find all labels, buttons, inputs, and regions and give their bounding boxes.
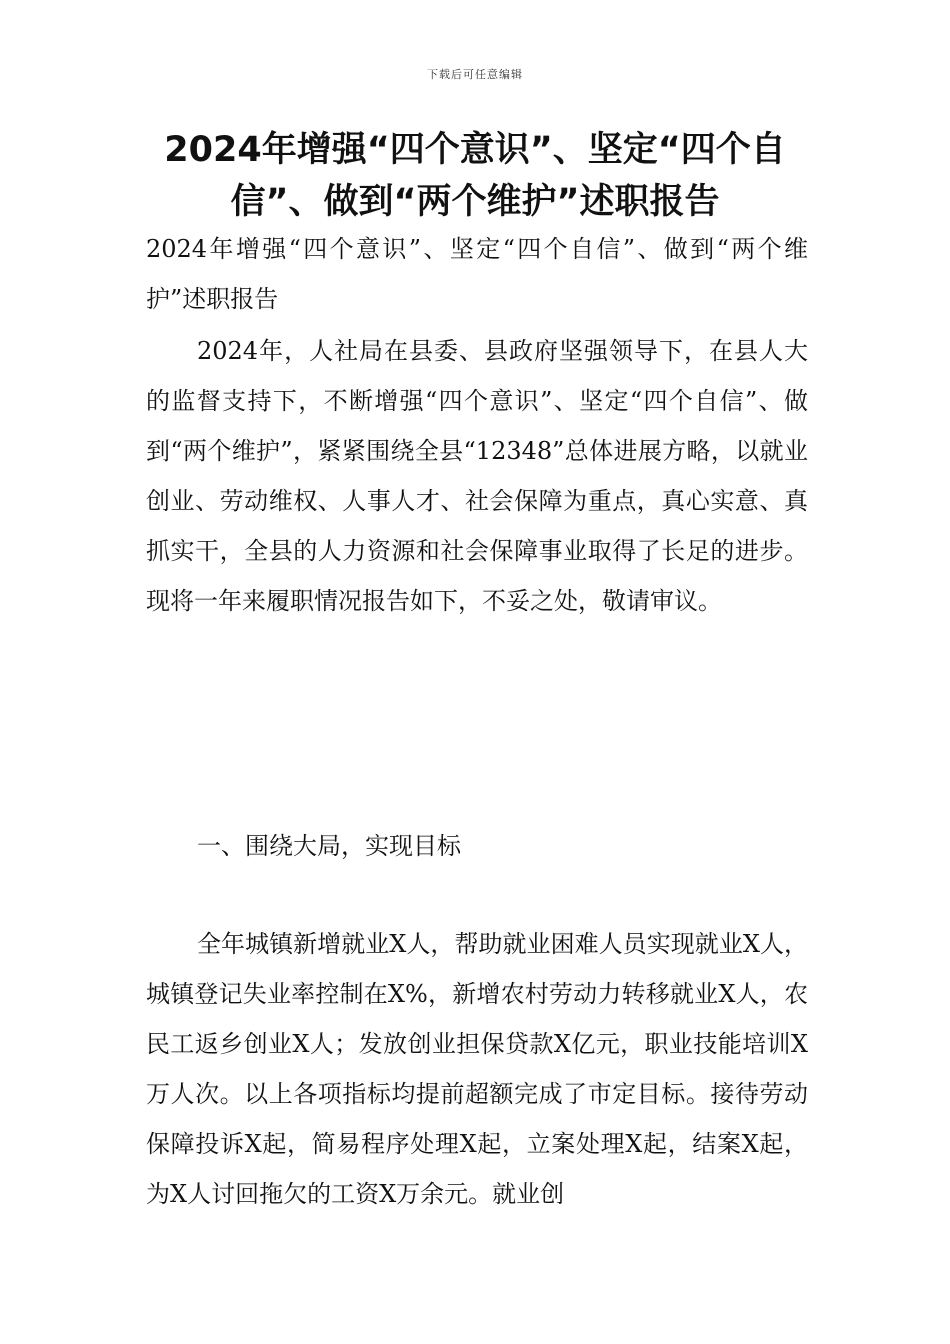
section-heading: 一、围绕大局，实现目标: [197, 832, 461, 860]
intro-paragraph: 2024年，人社局在县委、县政府坚强领导下，在县人大的监督支持下，不断增强“四个意识”、坚定“四个自信”、做到“两个维护”，紧紧围绕全县“12348”总体进展方略，以就业创业、劳动维权、人事人才、社会保障为重点，真心实意、真抓实干，全县的人力资源和社会保障事业取得了长足的进步。现将一年来履职情况报告如下，不妥之处，敬请审议。: [146, 337, 808, 615]
document-title: 2024年增强“四个意识”、坚定“四个自信”、做到“两个维护”述职报告: [164, 130, 786, 222]
section-paragraph: 全年城镇新增就业X人，帮助就业困难人员实现就业X人，城镇登记失业率控制在X%，新增农村劳动力转移就业X人，农民工返乡创业X人；发放创业担保贷款X亿元，职业技能培训X万人次。以上各项指标均提前超额完成了市定目标。接待劳动保障投诉X起，简易程序处理X起，立案处理X起，结案X起，为X人讨回拖欠的工资X万余元。就业创: [146, 930, 808, 1208]
subtitle-paragraph: 2024年增强“四个意识”、坚定“四个自信”、做到“两个维护”述职报告: [146, 235, 808, 313]
header-note: 下载后可任意编辑: [427, 68, 523, 81]
